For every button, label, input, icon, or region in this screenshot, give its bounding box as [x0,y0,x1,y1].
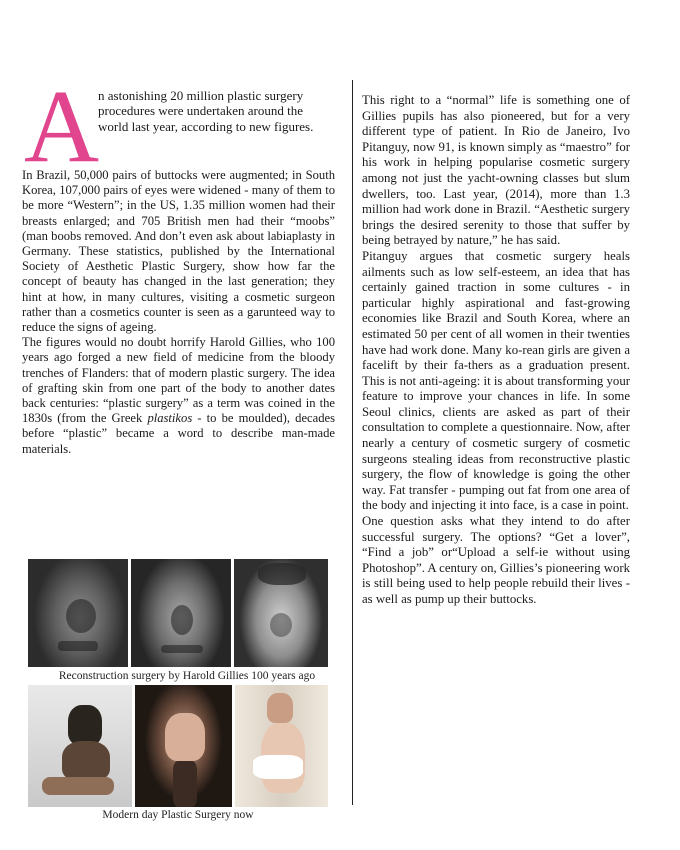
gillies-patient-photo-3 [234,559,328,667]
historic-photo-strip [28,559,328,667]
gillies-patient-photo-1 [28,559,128,667]
intro-block [22,69,335,184]
column-divider [352,80,353,805]
greek-term: plastikos [147,411,193,426]
modern-photo-caption: Modern day Plastic Surgery now [102,809,254,821]
paragraph-self-esteem: Pitanguy argues that cosmetic surgery heals ailments such as low self-esteem, an idea that has certainly gained traction in some cultures - in particular highly aspirational and fast-growing economies like Brazil and South Korea, where an estimated 50 per cent of all women in their twenties have had work done. Many ko-rean girls are given a facelift by their fa-thers as a graduation present. This is not anti-ageing: it is about transforming your feature to improve your chances in life. In some Seoul clinics, clients are asked as part of their consultation to complete a questionnaire. Now, after nearly a century of cosmetic surgery of cosmetic surgeons stealing ideas from reconstructive plastic surgery, the flow of knowledge is going the other way. Fat transfer - pumping out fat from one area of the body and injecting it into face, is a case in point. [362,248,630,513]
paragraph-gillies [22,335,335,457]
paragraph-gillies-end: - to be moulded), decades before “plastic” became a word to describe man-made materials. [22,411,336,456]
modern-photo-strip [28,685,328,807]
paragraph-options: One question asks what they intend to do after successful surgery. The options? “Get a lover”, “Find a job” or“Upload a self-ie without using Photoshop”. A century on, Gillies’s pioneering work is still being used to help people rebuild their lives - as well as pump up their buttocks. [362,514,630,606]
gillies-patient-photo-2 [131,559,231,667]
modern-photo-2 [135,685,232,807]
modern-photo-1 [28,685,132,807]
intro-text: n astonishing 20 million plastic surgery procedures were undertaken around the world last year, according to new figures. [98,88,314,134]
drop-cap: A [24,69,100,184]
right-column [362,93,630,608]
paragraph-statistics: In Brazil, 50,000 pairs of buttocks were augmented; in South Korea, 107,000 pairs of eyes were widened - many of them to be more “Western”; in the US, 1.35 million women had their breasts enlarged; and 705 British men had their “moobs” (man boobs removed. And don’t even ask about labiaplasty in Germany. These statistics, published by the International Society of Aesthetic Plastic Surgery, show how far the concept of beauty has changed in the last generation; they hint at how, in many cultures, visiting a cosmetic surgeon rather than a cosmetics counter is seen as a garunteed way to reduce the signs of ageing. [22,168,335,335]
left-column [22,69,336,457]
paragraph-gillies-text: The figures would no doubt horrify Harold Gillies, who 100 years ago forged a new field of medicine from the bloody trenches of Flanders: that of modern plastic surgery. The idea of grafting skin from one part of the body to another dates back centuries: “plastic surgery” as a term was coined in the 1830s (from the Greek [22,335,335,426]
historic-photo-caption: Reconstruction surgery by Harold Gillies 100 years ago [58,670,316,682]
modern-photo-3 [235,685,328,807]
paragraph-pitanguy: This right to a “normal” life is something one of Gillies pupils has also pioneered, but for a very different type of patient. In Rio de Janeiro, Ivo Pitanguy, now 91, is known simply as “maestro” for his work in helping popularise cosmetic surgery among not just the yacht-owning classes but slum dwellers, too. Last year, (2014), more than 1.3 million had work done in Brazil. “Aesthetic surgery brings the desired serenity to those that suffer by being betrayed by nature,” he has said. [362,93,630,248]
